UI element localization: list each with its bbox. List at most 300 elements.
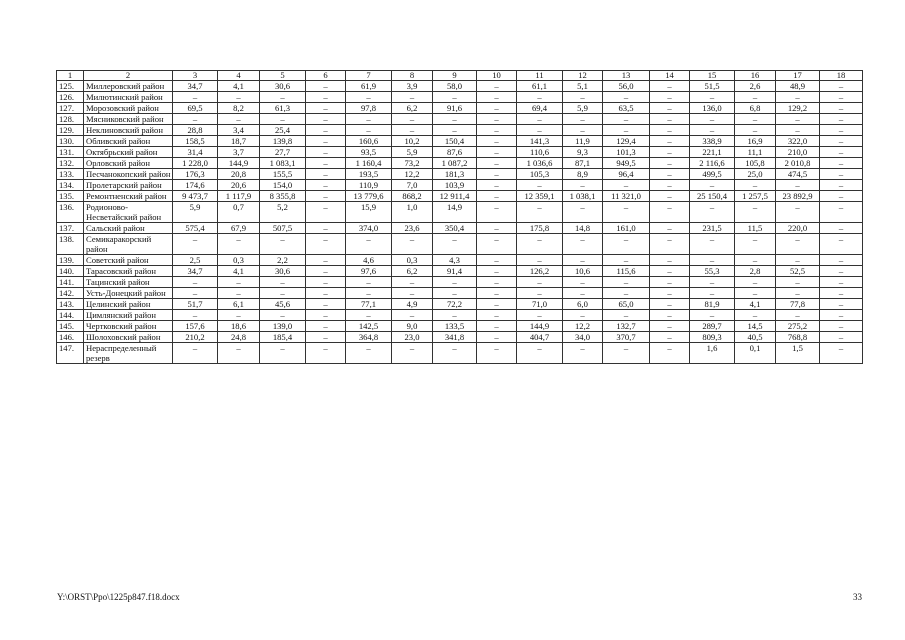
column-header: 8 bbox=[392, 71, 433, 81]
table-cell: 12,2 bbox=[392, 169, 433, 180]
district-name: Нераспределенный резерв bbox=[84, 343, 173, 364]
table-cell: – bbox=[433, 343, 477, 364]
table-cell: – bbox=[735, 277, 776, 288]
table-cell: – bbox=[820, 125, 863, 136]
table-cell: – bbox=[306, 81, 346, 92]
table-cell: – bbox=[306, 114, 346, 125]
table-cell: 949,5 bbox=[603, 158, 650, 169]
table-cell: 338,9 bbox=[690, 136, 735, 147]
table-cell: 136,0 bbox=[690, 103, 735, 114]
row-number: 138. bbox=[57, 234, 84, 255]
table-row bbox=[57, 147, 863, 158]
table-cell: – bbox=[820, 136, 863, 147]
table-cell: 210,2 bbox=[173, 332, 218, 343]
district-name: Обливский район bbox=[84, 136, 173, 147]
table-cell: – bbox=[173, 234, 218, 255]
table-cell: 1 228,0 bbox=[173, 158, 218, 169]
table-cell: – bbox=[820, 255, 863, 266]
table-row bbox=[57, 180, 863, 191]
table-cell: 5,9 bbox=[563, 103, 603, 114]
table-cell: – bbox=[776, 288, 820, 299]
table-cell: – bbox=[517, 180, 563, 191]
table-cell: – bbox=[477, 223, 517, 234]
table-cell: – bbox=[433, 234, 477, 255]
table-cell: – bbox=[306, 310, 346, 321]
table-cell: – bbox=[346, 92, 392, 103]
table-cell: 157,6 bbox=[173, 321, 218, 332]
table-row bbox=[57, 125, 863, 136]
table-cell: – bbox=[477, 266, 517, 277]
table-cell: – bbox=[346, 277, 392, 288]
table-cell: 3,9 bbox=[392, 81, 433, 92]
column-header: 2 bbox=[84, 71, 173, 81]
footer-file-path: Y:\ORST\Ppo\1225p847.f18.docx bbox=[57, 592, 180, 602]
table-cell: 23 892,9 bbox=[776, 191, 820, 202]
district-name: Чертковский район bbox=[84, 321, 173, 332]
row-number: 131. bbox=[57, 147, 84, 158]
table-cell: 129,4 bbox=[603, 136, 650, 147]
table-cell: – bbox=[306, 321, 346, 332]
table-cell: 14,5 bbox=[735, 321, 776, 332]
table-cell: 87,6 bbox=[433, 147, 477, 158]
table-cell: 48,9 bbox=[776, 81, 820, 92]
table-cell: – bbox=[477, 255, 517, 266]
table-cell: – bbox=[563, 310, 603, 321]
table-cell: – bbox=[650, 136, 690, 147]
table-cell: – bbox=[603, 234, 650, 255]
table-cell: 2 010,8 bbox=[776, 158, 820, 169]
table-cell: – bbox=[603, 277, 650, 288]
table-cell: 158,5 bbox=[173, 136, 218, 147]
table-cell: – bbox=[306, 158, 346, 169]
table-cell: – bbox=[563, 114, 603, 125]
table-row bbox=[57, 310, 863, 321]
page-number: 33 bbox=[853, 592, 862, 602]
table-row bbox=[57, 321, 863, 332]
table-cell: – bbox=[603, 310, 650, 321]
table-cell: 6,0 bbox=[563, 299, 603, 310]
table-cell: – bbox=[820, 277, 863, 288]
table-row bbox=[57, 332, 863, 343]
table-cell: 2 116,6 bbox=[690, 158, 735, 169]
table-cell: 8 355,8 bbox=[260, 191, 306, 202]
table-cell: – bbox=[690, 92, 735, 103]
table-cell: – bbox=[690, 125, 735, 136]
table-cell: 11,1 bbox=[735, 147, 776, 158]
table-cell: 13 779,6 bbox=[346, 191, 392, 202]
table-cell: – bbox=[392, 114, 433, 125]
table-cell: 9,0 bbox=[392, 321, 433, 332]
table-cell: 129,2 bbox=[776, 103, 820, 114]
column-header: 4 bbox=[218, 71, 260, 81]
table-cell: 31,4 bbox=[173, 147, 218, 158]
district-name: Родионово-Несветайский район bbox=[84, 202, 173, 223]
table-cell: 30,6 bbox=[260, 266, 306, 277]
district-name: Усть-Донецкий район bbox=[84, 288, 173, 299]
table-cell: – bbox=[173, 277, 218, 288]
table-cell: – bbox=[650, 103, 690, 114]
table-cell: – bbox=[433, 92, 477, 103]
row-number: 128. bbox=[57, 114, 84, 125]
table-cell: – bbox=[392, 125, 433, 136]
column-header: 18 bbox=[820, 71, 863, 81]
table-cell: – bbox=[517, 114, 563, 125]
row-number: 134. bbox=[57, 180, 84, 191]
table-cell: 1,0 bbox=[392, 202, 433, 223]
table-cell: 73,2 bbox=[392, 158, 433, 169]
table-cell: 507,5 bbox=[260, 223, 306, 234]
table-cell: – bbox=[173, 310, 218, 321]
table-cell: – bbox=[820, 299, 863, 310]
table-cell: – bbox=[820, 92, 863, 103]
table-cell: – bbox=[477, 136, 517, 147]
table-cell: – bbox=[820, 321, 863, 332]
table-cell: – bbox=[820, 234, 863, 255]
table-cell: – bbox=[690, 234, 735, 255]
table-cell: – bbox=[218, 288, 260, 299]
table-cell: – bbox=[820, 332, 863, 343]
table-cell: – bbox=[650, 158, 690, 169]
table-cell: 97,6 bbox=[346, 266, 392, 277]
table-cell: – bbox=[650, 332, 690, 343]
table-cell: – bbox=[650, 299, 690, 310]
column-header: 17 bbox=[776, 71, 820, 81]
table-cell: 71,0 bbox=[517, 299, 563, 310]
row-number: 141. bbox=[57, 277, 84, 288]
table-cell: – bbox=[517, 288, 563, 299]
table-cell: 61,3 bbox=[260, 103, 306, 114]
table-cell: – bbox=[650, 92, 690, 103]
row-number: 142. bbox=[57, 288, 84, 299]
table-cell: 221,1 bbox=[690, 147, 735, 158]
table-cell: 1,6 bbox=[690, 343, 735, 364]
table-row bbox=[57, 299, 863, 310]
table-cell: – bbox=[433, 277, 477, 288]
table-row bbox=[57, 234, 863, 255]
table-cell: – bbox=[346, 310, 392, 321]
table-cell: 11 321,0 bbox=[603, 191, 650, 202]
table-cell: – bbox=[517, 125, 563, 136]
table-header bbox=[57, 71, 863, 81]
table-cell: – bbox=[517, 202, 563, 223]
row-number: 133. bbox=[57, 169, 84, 180]
table-cell: – bbox=[306, 255, 346, 266]
table-cell: – bbox=[346, 288, 392, 299]
table-cell: – bbox=[306, 136, 346, 147]
row-number: 129. bbox=[57, 125, 84, 136]
table-cell: 6,2 bbox=[392, 103, 433, 114]
table-cell: – bbox=[603, 180, 650, 191]
table-cell: – bbox=[603, 202, 650, 223]
table-cell: 20,6 bbox=[218, 180, 260, 191]
table-cell: – bbox=[690, 180, 735, 191]
table-cell: 28,8 bbox=[173, 125, 218, 136]
table-cell: 144,9 bbox=[517, 321, 563, 332]
table-cell: 4,9 bbox=[392, 299, 433, 310]
row-number: 126. bbox=[57, 92, 84, 103]
district-name: Советский район bbox=[84, 255, 173, 266]
table-cell: 364,8 bbox=[346, 332, 392, 343]
table-cell: 45,6 bbox=[260, 299, 306, 310]
district-name: Семикаракорский район bbox=[84, 234, 173, 255]
table-cell: 142,5 bbox=[346, 321, 392, 332]
table-cell: – bbox=[650, 202, 690, 223]
table-cell: – bbox=[517, 92, 563, 103]
table-cell: 150,4 bbox=[433, 136, 477, 147]
table-cell: 0,3 bbox=[392, 255, 433, 266]
table-cell: 289,7 bbox=[690, 321, 735, 332]
table-cell: – bbox=[218, 277, 260, 288]
table-cell: 34,7 bbox=[173, 81, 218, 92]
table-cell: – bbox=[603, 343, 650, 364]
table-cell: 6,2 bbox=[392, 266, 433, 277]
table-cell: 6,1 bbox=[218, 299, 260, 310]
table-cell: – bbox=[477, 332, 517, 343]
table-cell: – bbox=[477, 277, 517, 288]
table-cell: 11,5 bbox=[735, 223, 776, 234]
table-cell: – bbox=[260, 277, 306, 288]
table-cell: – bbox=[690, 114, 735, 125]
column-header: 12 bbox=[563, 71, 603, 81]
table-cell: 34,7 bbox=[173, 266, 218, 277]
table-cell: 809,3 bbox=[690, 332, 735, 343]
table-cell: 176,3 bbox=[173, 169, 218, 180]
table-cell: 275,2 bbox=[776, 321, 820, 332]
table-cell: 161,0 bbox=[603, 223, 650, 234]
table-cell: 5,9 bbox=[173, 202, 218, 223]
row-number: 140. bbox=[57, 266, 84, 277]
table-cell: 12 911,4 bbox=[433, 191, 477, 202]
table-cell: – bbox=[260, 234, 306, 255]
column-header: 9 bbox=[433, 71, 477, 81]
table-cell: – bbox=[563, 277, 603, 288]
district-name: Тарасовский район bbox=[84, 266, 173, 277]
table-cell: – bbox=[776, 114, 820, 125]
table-cell: 231,5 bbox=[690, 223, 735, 234]
table-cell: – bbox=[650, 114, 690, 125]
table-cell: – bbox=[776, 234, 820, 255]
row-number: 147. bbox=[57, 343, 84, 364]
table-cell: – bbox=[260, 114, 306, 125]
table-cell: – bbox=[735, 310, 776, 321]
table-cell: – bbox=[735, 114, 776, 125]
table-cell: 61,9 bbox=[346, 81, 392, 92]
table-cell: 126,2 bbox=[517, 266, 563, 277]
table-cell: 8,2 bbox=[218, 103, 260, 114]
table-row bbox=[57, 266, 863, 277]
table-cell: 115,6 bbox=[603, 266, 650, 277]
table-cell: – bbox=[650, 277, 690, 288]
table-cell: 12 359,1 bbox=[517, 191, 563, 202]
column-header: 5 bbox=[260, 71, 306, 81]
table-cell: 160,6 bbox=[346, 136, 392, 147]
table-cell: – bbox=[650, 266, 690, 277]
table-cell: – bbox=[563, 288, 603, 299]
table-cell: – bbox=[306, 343, 346, 364]
table-cell: – bbox=[306, 103, 346, 114]
table-cell: – bbox=[820, 223, 863, 234]
table-cell: – bbox=[477, 180, 517, 191]
table-cell: – bbox=[563, 202, 603, 223]
table-cell: – bbox=[477, 125, 517, 136]
column-header: 7 bbox=[346, 71, 392, 81]
table-cell: – bbox=[477, 202, 517, 223]
district-name: Орловский район bbox=[84, 158, 173, 169]
table-cell: 96,4 bbox=[603, 169, 650, 180]
table-cell: – bbox=[820, 180, 863, 191]
table-cell: – bbox=[306, 125, 346, 136]
table-cell: – bbox=[173, 343, 218, 364]
table-cell: 144,9 bbox=[218, 158, 260, 169]
table-cell: – bbox=[306, 332, 346, 343]
table-cell: – bbox=[477, 191, 517, 202]
table-cell: 1 038,1 bbox=[563, 191, 603, 202]
table-cell: – bbox=[306, 223, 346, 234]
row-number: 127. bbox=[57, 103, 84, 114]
table-cell: – bbox=[735, 125, 776, 136]
table-cell: 93,5 bbox=[346, 147, 392, 158]
table-cell: – bbox=[346, 114, 392, 125]
district-name: Сальский район bbox=[84, 223, 173, 234]
table-body bbox=[57, 81, 863, 364]
table-cell: 23,6 bbox=[392, 223, 433, 234]
table-cell: – bbox=[218, 92, 260, 103]
table-cell: 350,4 bbox=[433, 223, 477, 234]
table-cell: 69,4 bbox=[517, 103, 563, 114]
district-name: Мясниковский район bbox=[84, 114, 173, 125]
table-cell: 8,9 bbox=[563, 169, 603, 180]
table-cell: – bbox=[433, 125, 477, 136]
table-cell: – bbox=[820, 103, 863, 114]
table-cell: 2,8 bbox=[735, 266, 776, 277]
row-number: 143. bbox=[57, 299, 84, 310]
table-cell: – bbox=[306, 202, 346, 223]
table-cell: – bbox=[477, 343, 517, 364]
table-cell: 2,6 bbox=[735, 81, 776, 92]
table-cell: – bbox=[820, 343, 863, 364]
table-cell: – bbox=[433, 114, 477, 125]
table-cell: 63,5 bbox=[603, 103, 650, 114]
table-row bbox=[57, 191, 863, 202]
table-cell: 5,1 bbox=[563, 81, 603, 92]
table-cell: 154,0 bbox=[260, 180, 306, 191]
row-number: 145. bbox=[57, 321, 84, 332]
table-cell: 0,1 bbox=[735, 343, 776, 364]
table-cell: 0,7 bbox=[218, 202, 260, 223]
table-cell: 141,3 bbox=[517, 136, 563, 147]
table-cell: 1 257,5 bbox=[735, 191, 776, 202]
table-cell: – bbox=[477, 310, 517, 321]
table-row bbox=[57, 223, 863, 234]
table-cell: 193,5 bbox=[346, 169, 392, 180]
row-number: 130. bbox=[57, 136, 84, 147]
table-cell: – bbox=[517, 255, 563, 266]
table-cell: – bbox=[735, 288, 776, 299]
table-cell: – bbox=[776, 180, 820, 191]
table-cell: 40,5 bbox=[735, 332, 776, 343]
table-cell: 91,6 bbox=[433, 103, 477, 114]
table-cell: 0,3 bbox=[218, 255, 260, 266]
table-cell: – bbox=[392, 277, 433, 288]
district-name: Неклиновский район bbox=[84, 125, 173, 136]
table-cell: 474,5 bbox=[776, 169, 820, 180]
table-cell: – bbox=[650, 81, 690, 92]
table-cell: – bbox=[735, 234, 776, 255]
table-cell: – bbox=[260, 92, 306, 103]
table-cell: – bbox=[820, 191, 863, 202]
table-cell: 575,4 bbox=[173, 223, 218, 234]
table-cell: – bbox=[603, 114, 650, 125]
table-cell: 77,1 bbox=[346, 299, 392, 310]
table-cell: – bbox=[603, 125, 650, 136]
table-cell: – bbox=[173, 114, 218, 125]
table-cell: – bbox=[563, 234, 603, 255]
row-number: 144. bbox=[57, 310, 84, 321]
table-cell: 1 117,9 bbox=[218, 191, 260, 202]
table-cell: – bbox=[477, 169, 517, 180]
table-cell: 11,9 bbox=[563, 136, 603, 147]
district-name: Тацинский район bbox=[84, 277, 173, 288]
table-cell: 30,6 bbox=[260, 81, 306, 92]
table-cell: 4,6 bbox=[346, 255, 392, 266]
table-cell: – bbox=[735, 92, 776, 103]
table-cell: 5,9 bbox=[392, 147, 433, 158]
district-name: Цимлянский район bbox=[84, 310, 173, 321]
table-cell: – bbox=[477, 103, 517, 114]
table-cell: 52,5 bbox=[776, 266, 820, 277]
table-cell: – bbox=[433, 288, 477, 299]
district-name: Миллеровский район bbox=[84, 81, 173, 92]
table-row bbox=[57, 158, 863, 169]
table-cell: – bbox=[820, 114, 863, 125]
table-cell: 25 150,4 bbox=[690, 191, 735, 202]
table-cell: – bbox=[173, 92, 218, 103]
table-cell: – bbox=[603, 92, 650, 103]
table-cell: 97,8 bbox=[346, 103, 392, 114]
table-cell: – bbox=[306, 299, 346, 310]
table-cell: 10,6 bbox=[563, 266, 603, 277]
column-header: 14 bbox=[650, 71, 690, 81]
column-header: 16 bbox=[735, 71, 776, 81]
table-cell: – bbox=[517, 310, 563, 321]
table-cell: – bbox=[260, 310, 306, 321]
table-cell: 69,5 bbox=[173, 103, 218, 114]
table-cell: – bbox=[306, 191, 346, 202]
table-cell: – bbox=[650, 169, 690, 180]
table-cell: 16,9 bbox=[735, 136, 776, 147]
table-cell: 1 087,2 bbox=[433, 158, 477, 169]
table-cell: – bbox=[346, 343, 392, 364]
table-cell: 374,0 bbox=[346, 223, 392, 234]
table-cell: 133,5 bbox=[433, 321, 477, 332]
table-cell: 181,3 bbox=[433, 169, 477, 180]
table-cell: 9,3 bbox=[563, 147, 603, 158]
table-cell: 2,5 bbox=[173, 255, 218, 266]
row-number: 132. bbox=[57, 158, 84, 169]
table-cell: 101,3 bbox=[603, 147, 650, 158]
table-row bbox=[57, 103, 863, 114]
table-cell: 499,5 bbox=[690, 169, 735, 180]
table-cell: 5,2 bbox=[260, 202, 306, 223]
row-number: 125. bbox=[57, 81, 84, 92]
table-cell: – bbox=[477, 234, 517, 255]
table-cell: 77,8 bbox=[776, 299, 820, 310]
table-row bbox=[57, 81, 863, 92]
table-cell: – bbox=[820, 147, 863, 158]
table-cell: – bbox=[517, 234, 563, 255]
table-cell: – bbox=[306, 277, 346, 288]
table-cell: – bbox=[260, 288, 306, 299]
